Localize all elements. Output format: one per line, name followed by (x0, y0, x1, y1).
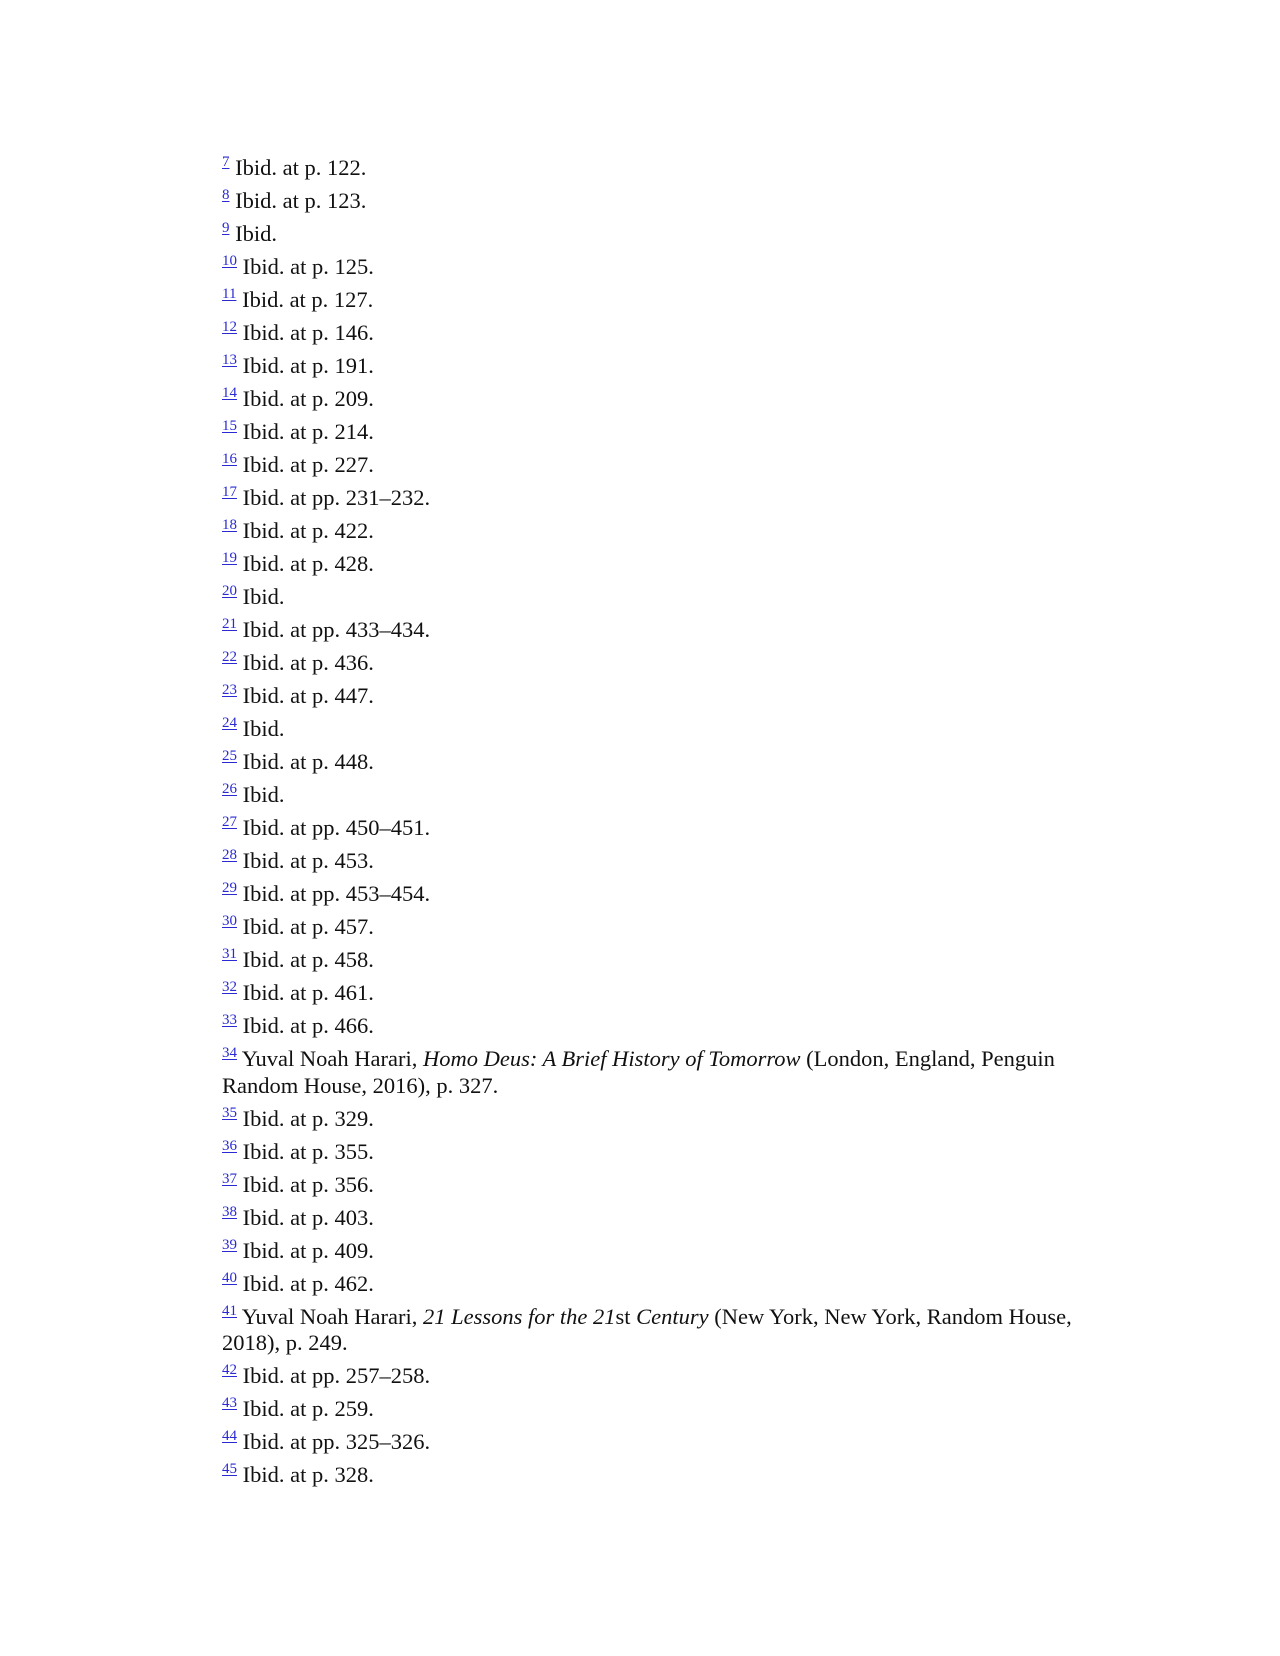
footnote-ref-link[interactable]: 40 (222, 1269, 237, 1286)
footnote-text: Ibid. at p. 458. (242, 947, 374, 972)
footnote (222, 1013, 1127, 1040)
footnote-ref-link[interactable]: 26 (222, 781, 237, 797)
footnote-text: Ibid. at p. 122. (235, 155, 367, 180)
footnote-text: Ibid. at pp. 433–434. (242, 617, 431, 642)
footnote-text: Ibid. at p. 123. (235, 188, 367, 213)
footnote-ref-link[interactable]: 8 (222, 187, 230, 203)
footnote-text: Ibid. at pp. 231–232. (242, 485, 431, 510)
footnote-ref-link[interactable]: 37 (222, 1170, 237, 1187)
footnote-text: Ibid. at p. 466. (242, 1013, 374, 1038)
footnote-ref-link[interactable]: 17 (222, 484, 237, 500)
footnote (222, 452, 1127, 479)
footnote-ref-link[interactable]: 24 (222, 715, 237, 731)
citation-author: Yuval Noah Harari, (241, 1046, 418, 1071)
footnote (222, 1106, 1127, 1133)
footnote-ref-link[interactable]: 33 (222, 1012, 237, 1028)
footnote-text: Ibid. at p. 447. (242, 683, 374, 708)
footnote-citation (222, 1304, 1127, 1357)
footnote (222, 221, 1127, 248)
footnote-text: Ibid. at p. 127. (242, 287, 374, 312)
footnote (222, 650, 1127, 677)
footnote-ref-link[interactable]: 22 (222, 649, 237, 665)
footnote (222, 1205, 1127, 1232)
footnote (222, 1396, 1127, 1423)
footnote-text: Ibid. (235, 221, 277, 246)
footnote-ref-link[interactable]: 28 (222, 847, 237, 863)
footnote (222, 1429, 1127, 1456)
footnote (222, 1172, 1127, 1199)
citation-publication: (London, England, Penguin Random House, 2016), p. 327. (222, 1046, 1055, 1098)
footnote (222, 518, 1127, 545)
footnote (222, 155, 1127, 182)
footnote-ref-link[interactable]: 19 (222, 550, 237, 566)
footnote-ref-link[interactable]: 44 (222, 1428, 237, 1444)
footnote-text: Ibid. at p. 428. (242, 551, 374, 576)
footnote-ref-link[interactable]: 43 (222, 1395, 237, 1411)
footnote-ref-link[interactable]: 18 (222, 517, 237, 533)
footnote (222, 848, 1127, 875)
footnote-ref-link[interactable]: 38 (222, 1203, 237, 1220)
citation-title-ordinal: st (615, 1303, 631, 1329)
footnote-ref-link[interactable]: 36 (222, 1137, 237, 1154)
footnote-ref-link[interactable]: 25 (222, 748, 237, 764)
footnote-text: Ibid. at p. 227. (242, 452, 374, 477)
footnote-ref-link[interactable]: 15 (222, 418, 237, 434)
footnote (222, 617, 1127, 644)
footnote-ref-link[interactable]: 9 (222, 220, 230, 236)
citation-publication: (New York, New York, Random House, 2018), p. 249. (222, 1303, 1072, 1355)
footnote-text: Ibid. at pp. 325–326. (242, 1429, 431, 1454)
footnote-text: Ibid. at p. 436. (242, 650, 374, 675)
footnote (222, 287, 1127, 314)
footnote (222, 485, 1127, 512)
footnote-ref-link[interactable]: 27 (222, 814, 237, 830)
footnote-text: Ibid. at p. 422. (242, 518, 374, 543)
footnote-ref-link[interactable]: 20 (222, 583, 237, 599)
footnote (222, 683, 1127, 710)
footnote-text: Ibid. at p. 462. (242, 1270, 374, 1296)
footnote (222, 749, 1127, 776)
footnote-ref-link[interactable]: 16 (222, 451, 237, 467)
footnote-ref-link[interactable]: 32 (222, 979, 237, 995)
footnote-text: Ibid. at p. 329. (242, 1105, 374, 1131)
footnote-text: Ibid. at p. 403. (242, 1204, 374, 1230)
footnote-ref-link[interactable]: 29 (222, 880, 237, 896)
footnote-text: Ibid. (242, 584, 285, 609)
footnote (222, 188, 1127, 215)
footnote (222, 782, 1127, 809)
citation-title-part1: 21 Lessons for the 21 (422, 1303, 616, 1329)
footnote (222, 1271, 1127, 1298)
footnote (222, 1462, 1127, 1489)
footnote-text: Ibid. at p. 146. (242, 320, 374, 345)
footnote-text: Ibid. at p. 409. (242, 1237, 374, 1263)
citation-title-part2: Century (636, 1303, 709, 1329)
footnote-text: Ibid. at p. 457. (242, 914, 374, 939)
footnote-ref-link[interactable]: 45 (222, 1461, 237, 1477)
footnote-ref-link[interactable]: 39 (222, 1236, 237, 1253)
footnote (222, 254, 1127, 281)
footnote-ref-link[interactable]: 21 (222, 616, 237, 632)
footnote-ref-link[interactable]: 23 (222, 682, 237, 698)
footnote (222, 815, 1127, 842)
footnote-text: Ibid. at p. 259. (242, 1396, 374, 1421)
footnote (222, 1363, 1127, 1390)
citation-title: Homo Deus: A Brief History of Tomorrow (422, 1046, 801, 1071)
footnote-text: Ibid. at p. 355. (242, 1138, 374, 1164)
footnote-ref-link[interactable]: 35 (222, 1104, 237, 1121)
footnote (222, 1139, 1127, 1166)
footnote (222, 1238, 1127, 1265)
footnotes-list (222, 155, 1127, 1495)
footnote (222, 584, 1127, 611)
footnote-text: Ibid. (242, 716, 285, 741)
footnote (222, 947, 1127, 974)
citation-author: Yuval Noah Harari, (241, 1303, 418, 1329)
footnote-ref-link[interactable]: 7 (222, 154, 230, 170)
footnote-text: Ibid. at p. 448. (242, 749, 374, 774)
footnote (222, 881, 1127, 908)
footnote-citation (222, 1046, 1127, 1099)
footnote-text: Ibid. at p. 209. (242, 386, 374, 411)
footnote-text: Ibid. at p. 356. (242, 1171, 374, 1197)
footnote-ref-link[interactable]: 34 (222, 1045, 237, 1061)
footnote-ref-link[interactable]: 10 (222, 253, 237, 269)
footnote-text: Ibid. at p. 214. (242, 419, 374, 444)
footnote-text: Ibid. at pp. 453–454. (242, 881, 431, 906)
footnote (222, 419, 1127, 446)
footnote (222, 353, 1127, 380)
footnote (222, 980, 1127, 1007)
footnote-text: Ibid. at pp. 450–451. (242, 815, 431, 840)
footnote (222, 551, 1127, 578)
footnote-ref-link[interactable]: 42 (222, 1362, 237, 1378)
footnote-ref-link[interactable]: 41 (222, 1302, 237, 1319)
footnote-text: Ibid. at p. 461. (242, 980, 374, 1005)
footnote (222, 320, 1127, 347)
footnote-ref-link[interactable]: 12 (222, 319, 237, 335)
footnote-ref-link[interactable]: 13 (222, 352, 237, 368)
footnote (222, 386, 1127, 413)
footnote-text: Ibid. (242, 782, 285, 807)
footnote-text: Ibid. at pp. 257–258. (242, 1363, 431, 1388)
footnote-text: Ibid. at p. 191. (242, 353, 374, 378)
footnote (222, 716, 1127, 743)
footnote-ref-link[interactable]: 11 (222, 286, 237, 302)
footnote (222, 914, 1127, 941)
footnote-ref-link[interactable]: 14 (222, 385, 237, 401)
footnote-text: Ibid. at p. 125. (242, 254, 374, 279)
footnote-text: Ibid. at p. 453. (242, 848, 374, 873)
footnote-ref-link[interactable]: 31 (222, 946, 237, 962)
footnote-ref-link[interactable]: 30 (222, 913, 237, 929)
footnote-text: Ibid. at p. 328. (242, 1462, 374, 1487)
